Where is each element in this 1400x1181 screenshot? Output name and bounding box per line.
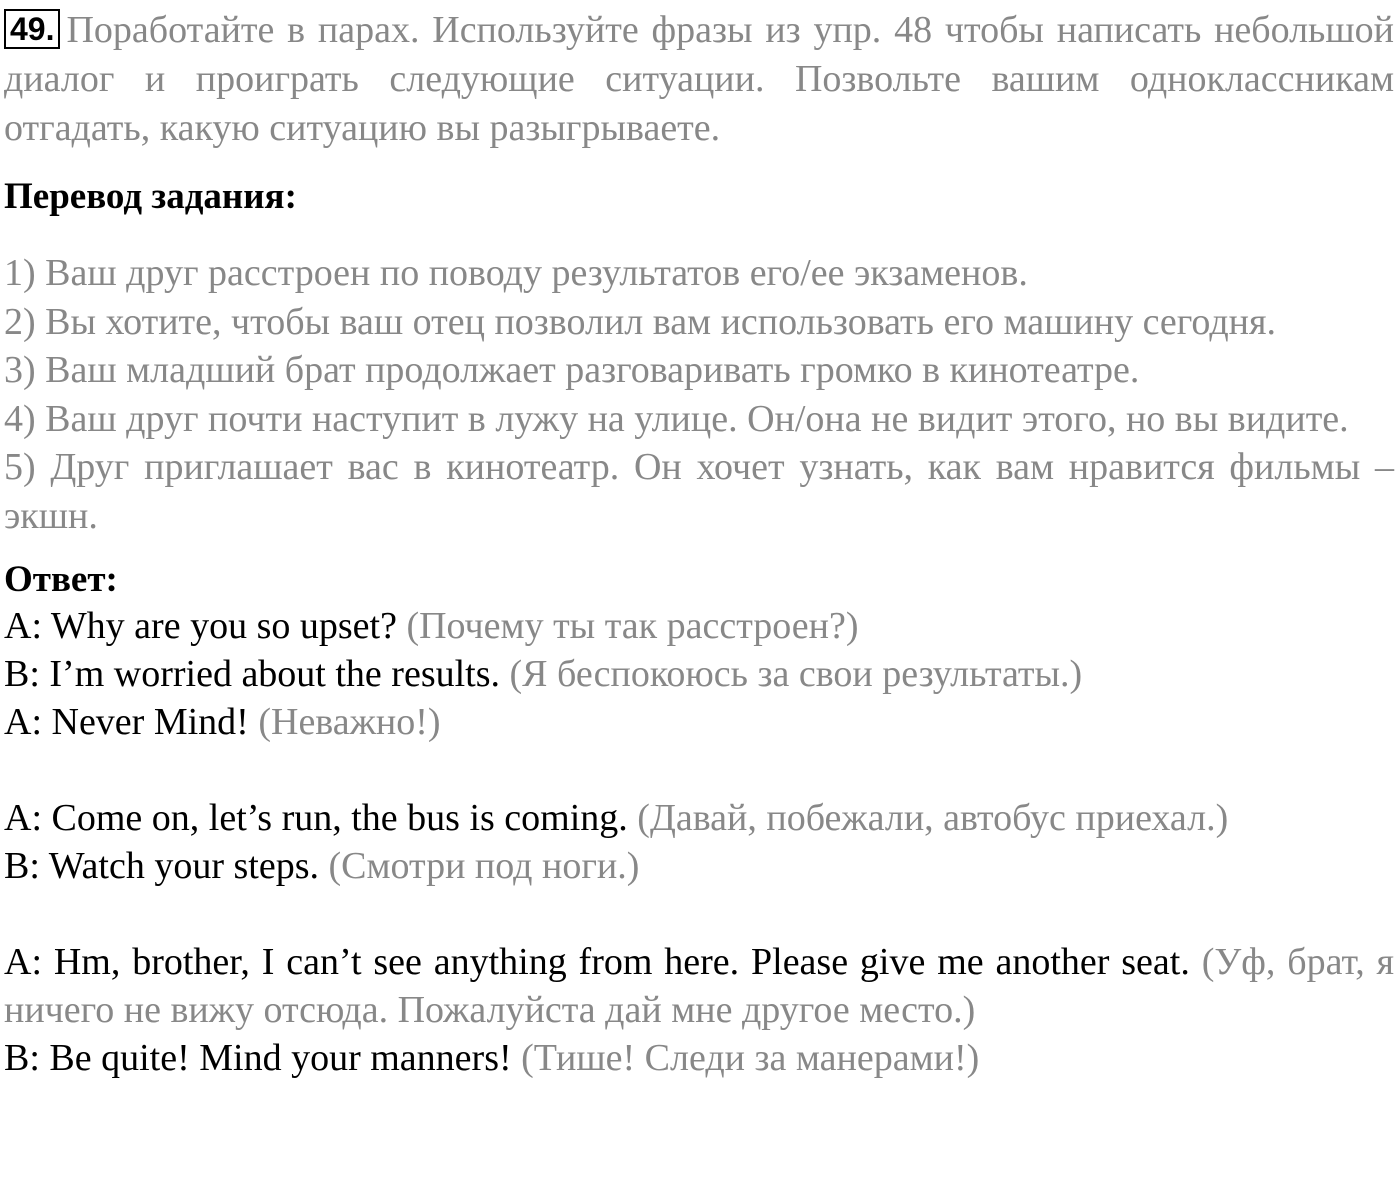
english-phrase: A: Why are you so upset? [4, 605, 397, 647]
dialog-line [4, 938, 1394, 1034]
dialog-separator [4, 890, 1394, 938]
english-phrase: A: Hm, brother, I can’t see anything from here. Please give me another seat. [4, 941, 1190, 983]
russian-translation: (Почему ты так расстроен?) [406, 605, 859, 647]
russian-translation: (Тише! Следи за манерами!) [521, 1037, 980, 1079]
answer-dialogs [4, 602, 1394, 1082]
list-item: 5) Друг приглашает вас в кинотеатр. Он хочет узнать, как вам нравится фильмы – экшн. [4, 446, 1394, 537]
english-phrase: A: Come on, let’s run, the bus is coming. [4, 797, 628, 839]
english-phrase: B: Be quite! Mind your manners! [4, 1037, 512, 1079]
exercise-number: 49. [4, 9, 60, 49]
english-phrase: B: I’m worried about the results. [4, 653, 501, 695]
dialog-line [4, 698, 1394, 746]
list-item: 1) Ваш друг расстроен по поводу результатов его/ее экзаменов. [4, 252, 1028, 294]
russian-translation: (Неважно!) [258, 701, 441, 743]
list-item: 3) Ваш младший брат продолжает разговаривать громко в кинотеатре. [4, 349, 1140, 391]
translation-heading: Перевод задания: [4, 176, 297, 217]
english-phrase: A: Never Mind! [4, 701, 249, 743]
dialog-line [4, 842, 1394, 890]
page [4, 0, 1394, 1082]
russian-translation: (Уф, брат, я ничего не вижу отсюда. Пожалуйста дай мне другое место.) [4, 941, 1395, 1031]
translation-list [4, 249, 1394, 540]
task-paragraph [4, 6, 1394, 153]
russian-translation: (Давай, побежали, автобус приехал.) [637, 797, 1229, 839]
task-text: Поработайте в парах. Используйте фразы из упр. 48 чтобы написать небольшой диалог и проиграть следующие ситуации. Позвольте вашим одноклассникам отгадать, какую ситуацию вы разыгрываете. [4, 9, 1394, 149]
dialog-line [4, 650, 1394, 698]
russian-translation: (Смотри под ноги.) [328, 845, 640, 887]
dialog-separator [4, 746, 1394, 794]
answer-heading: Ответ: [4, 559, 118, 600]
list-item: 4) Ваш друг почти наступит в лужу на улице. Он/она не видит этого, но вы видите. [4, 397, 1349, 440]
dialog-line [4, 794, 1394, 842]
russian-translation: (Я беспокоюсь за свои результаты.) [509, 653, 1083, 695]
english-phrase: B: Watch your steps. [4, 845, 319, 887]
dialog-line [4, 602, 1394, 650]
dialog-line [4, 1034, 1394, 1082]
list-item: 2) Вы хотите, чтобы ваш отец позволил вам использовать его машину сегодня. [4, 300, 1276, 343]
